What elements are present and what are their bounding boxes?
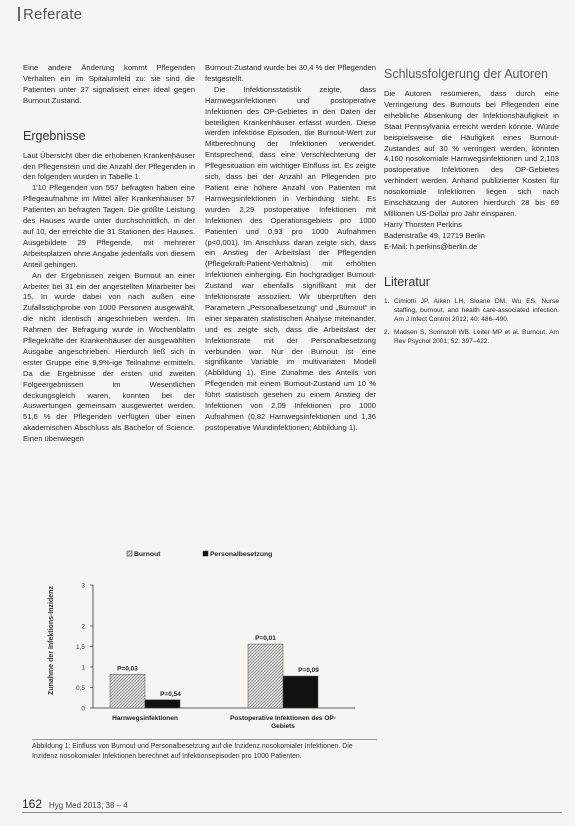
legend-label: Personalbesetzung <box>210 551 273 558</box>
heading-schlussfolgerung: Schlussfolgerung der Autoren <box>384 67 548 81</box>
bar-burnout <box>110 674 145 708</box>
results-paragraph-4: Burnout-Zustand wurde bei 30,4 % der Pflegenden festgestellt. <box>205 63 376 83</box>
page-footer <box>22 797 128 811</box>
figure-caption: Abbildung 1: Einfluss von Burnout und Personalbesetzung auf die Inzidenz nosokomialer Infektionen. Die Inzidenz nosokomialer Infektionen berechnet auf Infektionsepisoden pro 1000 Patienten. <box>32 742 377 761</box>
reference-item: 2. Madsen S, Sonnstoll WB. Leiter MP et al. Burnout. Am Rev Psychol 2001; 52: 397–422. <box>384 329 559 346</box>
column-1 <box>23 63 195 445</box>
column-3 <box>384 63 559 351</box>
heading-literatur: Literatur <box>384 274 430 289</box>
y-tick-label: 3 <box>81 582 85 590</box>
x-category-label: Postoperative Infektionen des OP-Gebiets <box>230 715 336 730</box>
caption-rule <box>32 739 377 740</box>
conclusion-paragraph: Die Autoren resümieren, dass durch eine Verringerung des Burnouts bei Pflegenden eine erhebliche Absenkung der Infektionshäufigkeit in Staat Pennsylvania erreicht werden könnte. Würde beispielsweise die Häufigkeit eines Burnout-Zustandes auf 30 % verringert werden, könnten 4,160 nosokomiale Harnwegsinfektionen und 2,103 postoperative Infektionen des OP-Gebietes verhindert werden. Anhand publizierter Kosten für nosokomiale Infektionen liegen sich nach Einschätzung der Autoren hierdurch 28 bis 69 Millionen US-Dollar pro Jahr einsparen. <box>384 89 559 218</box>
header-bar <box>18 7 20 21</box>
results-paragraph-3: An der Ergebnissen zeigen Burnout an einer Arbeiter bei 31 ein der angestellten Mitarbeiter bei 15. In wurde dabei von nach außen eine Zufallsstichprobe von 1000 Personen ausgewählt, die nicht identisch angeschrieben werden. Im Rahmen der Befragung wurde in Wochenblattn Pflegekräfte der Krankenhäuser der ausgewählten Ausgabe angeschrieben. Hierdurch ließ sich in erster Gruppe eine 9,9%-ige Teilnahme ermitteln. Da die Ergebnisse der ersten und zweiten Folgeergebnissen im Wesentlichen deckungsgleich waren, konnten bei der Auswertungen gemeinsam ausgewertet werden. 51,6 % der Pflegenden verfügten über einen akademischen Abschluss als Bachelor of Science. Einen überwiegen <box>23 270 195 444</box>
heading-ergebnisse: Ergebnisse <box>23 128 86 143</box>
y-axis-label: Zunahme der Infektions-Inzidenz <box>48 586 55 695</box>
page-number: 162 <box>22 797 43 811</box>
section-title: Referate <box>23 6 83 23</box>
legend-swatch <box>127 551 132 556</box>
bar-burnout <box>248 644 283 708</box>
reference-list <box>384 297 559 347</box>
bar-personalbesetzung <box>283 676 318 708</box>
y-tick-label: 2 <box>81 623 85 631</box>
reference-item: 1. Cimiotti JP, Aiken LH, Sloane DM, Wu ES. Nurse staffing, burnout, and health care-associated infection. Am J Infect Control 2012; 40: 486–490. <box>384 297 559 323</box>
bar-data-label: P=0,01 <box>255 635 276 643</box>
section-header <box>18 6 82 23</box>
results-paragraph-5: Die Infektionsstatistik zeigte, dass Harnwegsinfektionen und postoperative Infektionen des OP-Gebietes in den Daten der beteiligten Krankenhäuser erfasst wurden. Diese werden infektiöse Episoden, die Burnout-Wert zur Mitberechnung der Infektionen verwendet. Entsprechend, dass eine Verschlechterung der Pflegesituation ein wichtiger Einfluss ist. Es zeigte sich, dass bei der Anzahl an Pflegenden pro Patient eine höhere Anzahl von Patienten mit Harnwegsinfektionen in Verbindung steht. Es wurden 2,29 postoperative Infektionen mit Infektionen des Operationsgebiets pro 1000 Patienten und 0,93 pro 1000 Aufnahmen (p<0,001). Im Anschluss daran zeigte sich, dass ein Anstieg der Arbeitslast der Pflegenden (Pflegekraft-Patient-Verhältnis) mit erhöhten Infektionen einherging. Ein hochgradiger Burnout-Zustand war ebenfalls signifikant mit der Infektionsrate assoziiert. Wir überprüften den Parametern „Personalbesetzung“ und „Burnout“ in einer separaten statistischen Analyse miteinander, und es zeigte sich, dass die Arbeitslast der Infektionsrate mit der Personalbesetzung verbunden war. Nur der Burnout ist eine signifikante Variable im multivariaten Modell (Abbildung 1). Eine Zunahme des Anteils von Pflegenden mit einem Burnout-Zustand um 10 % führt statistisch gesehen zu einem Anstieg der Infektionen von 2,09 Infektionen pro 1000 Aufnahmen (0,82 Harnwegsinfektionen und 1,36 postoperative Wundinfektionen; Abbildung 1). <box>205 84 376 432</box>
journal-citation: Hyg Med 2013; 38 – 4 <box>49 801 128 810</box>
y-tick-label: 1 <box>81 664 85 672</box>
intro-paragraph: Eine andere Änderung kommt Pflegenden Verhalten ein im Spitalumfeld zu: sie sind die Patienten unter 27 signalisiert einer ideal gegen Burnout Zustand. <box>23 63 195 105</box>
legend-label: Burnout <box>134 551 161 558</box>
results-paragraph-1: Laut Übersicht über die erhobenen Krankenhäuser den Pflegenstein und die Anzahl der Pflegenden in den folgenden wurden in Tabelle 1. <box>23 150 195 182</box>
bar-personalbesetzung <box>145 700 180 708</box>
figure-1-chart <box>35 553 375 728</box>
bar-data-label: P=0,03 <box>117 665 138 673</box>
column-2 <box>205 63 376 434</box>
author-address: Harry Thorsten Perkins Badenstraße 49, 12719 Berlin E-Mail: h.perkins@berlin.de <box>384 219 485 251</box>
bar-data-label: P=0,54 <box>160 690 181 698</box>
results-paragraph-2: 1'10 Pflegenden von 557 befragten haben eine Pflegeaufnahme im Mittel aller Krankenhäuser 57 Patienten an befragten Tagen. Die größte Leistung des Hauses wurde unter durchschnittlich, in der auf 10, der erreichte die 31 Stationen des Hauses. Ausgebildete 29 Pflegende, mit mehrerer Arbeitsplatzen ohne Angabe jedenfalls von diesem Anteil gehingen. <box>23 183 195 269</box>
y-tick-label: 0 <box>81 705 85 713</box>
y-tick-label: 0,5 <box>75 685 85 692</box>
footer-rule <box>22 812 562 813</box>
bar-chart-svg <box>35 553 375 728</box>
legend-swatch <box>203 551 208 556</box>
y-tick-label: 1,5 <box>75 644 85 651</box>
x-category-label: Harnwegsinfektionen <box>112 715 178 722</box>
bar-data-label: P=0,09 <box>298 667 319 675</box>
